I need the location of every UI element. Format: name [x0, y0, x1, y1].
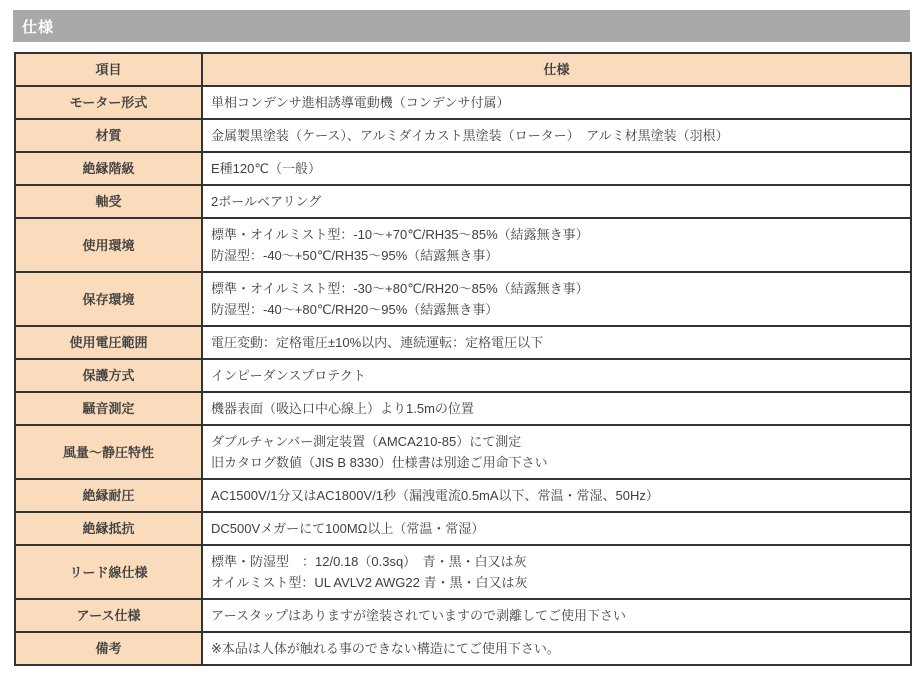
item-label: 絶縁抵抗 — [15, 512, 202, 545]
item-label: 騒音測定 — [15, 392, 202, 425]
column-header-item: 項目 — [15, 53, 202, 86]
spec-table-body — [15, 86, 911, 665]
spec-table — [14, 52, 912, 666]
table-row — [15, 119, 911, 152]
item-label: 絶縁階級 — [15, 152, 202, 185]
item-label: 備考 — [15, 632, 202, 665]
spec-value — [202, 359, 911, 392]
spec-value-line: 防湿型：-40～+50℃/RH35～95%（結露無き事） — [211, 248, 499, 263]
table-row — [15, 512, 911, 545]
table-row — [15, 599, 911, 632]
spec-value-line: 標準・オイルミスト型：-10～+70℃/RH35～85%（結露無き事） — [211, 227, 589, 242]
section-title: 仕様 — [22, 18, 55, 36]
table-row — [15, 218, 911, 272]
table-row — [15, 359, 911, 392]
table-row — [15, 392, 911, 425]
item-label: 使用環境 — [15, 218, 202, 272]
spec-value-line: 機器表面（吸込口中心線上）より1.5mの位置 — [211, 401, 474, 416]
item-label: アース仕様 — [15, 599, 202, 632]
item-label: 使用電圧範囲 — [15, 326, 202, 359]
spec-value-line: 電圧変動：定格電圧±10%以内、連続運転：定格電圧以下 — [211, 335, 544, 350]
table-row — [15, 326, 911, 359]
item-label: 風量～静圧特性 — [15, 425, 202, 479]
item-label: 絶縁耐圧 — [15, 479, 202, 512]
spec-value-line: 標準・オイルミスト型：-30～+80℃/RH20～85%（結露無き事） — [211, 281, 589, 296]
spec-value — [202, 599, 911, 632]
table-row — [15, 479, 911, 512]
spec-value-line: 金属製黒塗装（ケース）、アルミダイカスト黒塗装（ローター） アルミ材黒塗装（羽根） — [211, 128, 729, 143]
spec-value-line: ※本品は人体が触れる事のできない構造にてご使用下さい。 — [211, 641, 560, 656]
table-row — [15, 425, 911, 479]
spec-value — [202, 218, 911, 272]
column-header-spec: 仕様 — [202, 53, 911, 86]
item-label: 保存環境 — [15, 272, 202, 326]
table-row — [15, 632, 911, 665]
table-row — [15, 545, 911, 599]
table-row — [15, 152, 911, 185]
spec-value — [202, 152, 911, 185]
spec-value-line: 2ボールベアリング — [211, 194, 322, 209]
spec-value — [202, 425, 911, 479]
spec-value — [202, 185, 911, 218]
section-title-bar — [13, 10, 910, 42]
table-row — [15, 185, 911, 218]
spec-value — [202, 326, 911, 359]
spec-value — [202, 392, 911, 425]
spec-value — [202, 632, 911, 665]
spec-value — [202, 512, 911, 545]
spec-value-line: 旧カタログ数値（JIS B 8330）仕様書は別途ご用命下さい — [211, 455, 548, 470]
item-label: 保護方式 — [15, 359, 202, 392]
spec-value-line: インピーダンスプロテクト — [211, 368, 366, 383]
spec-value — [202, 479, 911, 512]
spec-value — [202, 86, 911, 119]
spec-value-line: アースタップはありますが塗装されていますので剥離してご使用下さい — [211, 608, 626, 623]
table-header-row — [15, 53, 911, 86]
spec-value-line: DC500Vメガーにて100MΩ以上（常温・常湿） — [211, 521, 485, 536]
table-row — [15, 272, 911, 326]
spec-value-line: オイルミスト型：UL AVLV2 AWG22 青・黒・白又は灰 — [211, 575, 528, 590]
item-label: モーター形式 — [15, 86, 202, 119]
spec-value-line: AC1500V/1分又はAC1800V/1秒（漏洩電流0.5mA以下、常温・常湿、50Hz） — [211, 488, 659, 503]
spec-value-line: ダブルチャンバー測定装置（AMCA210-85）にて測定 — [211, 434, 522, 449]
spec-value — [202, 545, 911, 599]
spec-value — [202, 119, 911, 152]
spec-value-line: 単相コンデンサ進相誘導電動機（コンデンサ付属） — [211, 95, 510, 110]
item-label: 材質 — [15, 119, 202, 152]
spec-value-line: 防湿型：-40～+80℃/RH20～95%（結露無き事） — [211, 302, 499, 317]
spec-value-line: E種120℃（一般） — [211, 161, 321, 176]
table-row — [15, 86, 911, 119]
item-label: リード線仕様 — [15, 545, 202, 599]
item-label: 軸受 — [15, 185, 202, 218]
spec-value-line: 標準・防湿型 ：12/0.18（0.3sq） 青・黒・白又は灰 — [211, 554, 527, 569]
spec-value — [202, 272, 911, 326]
